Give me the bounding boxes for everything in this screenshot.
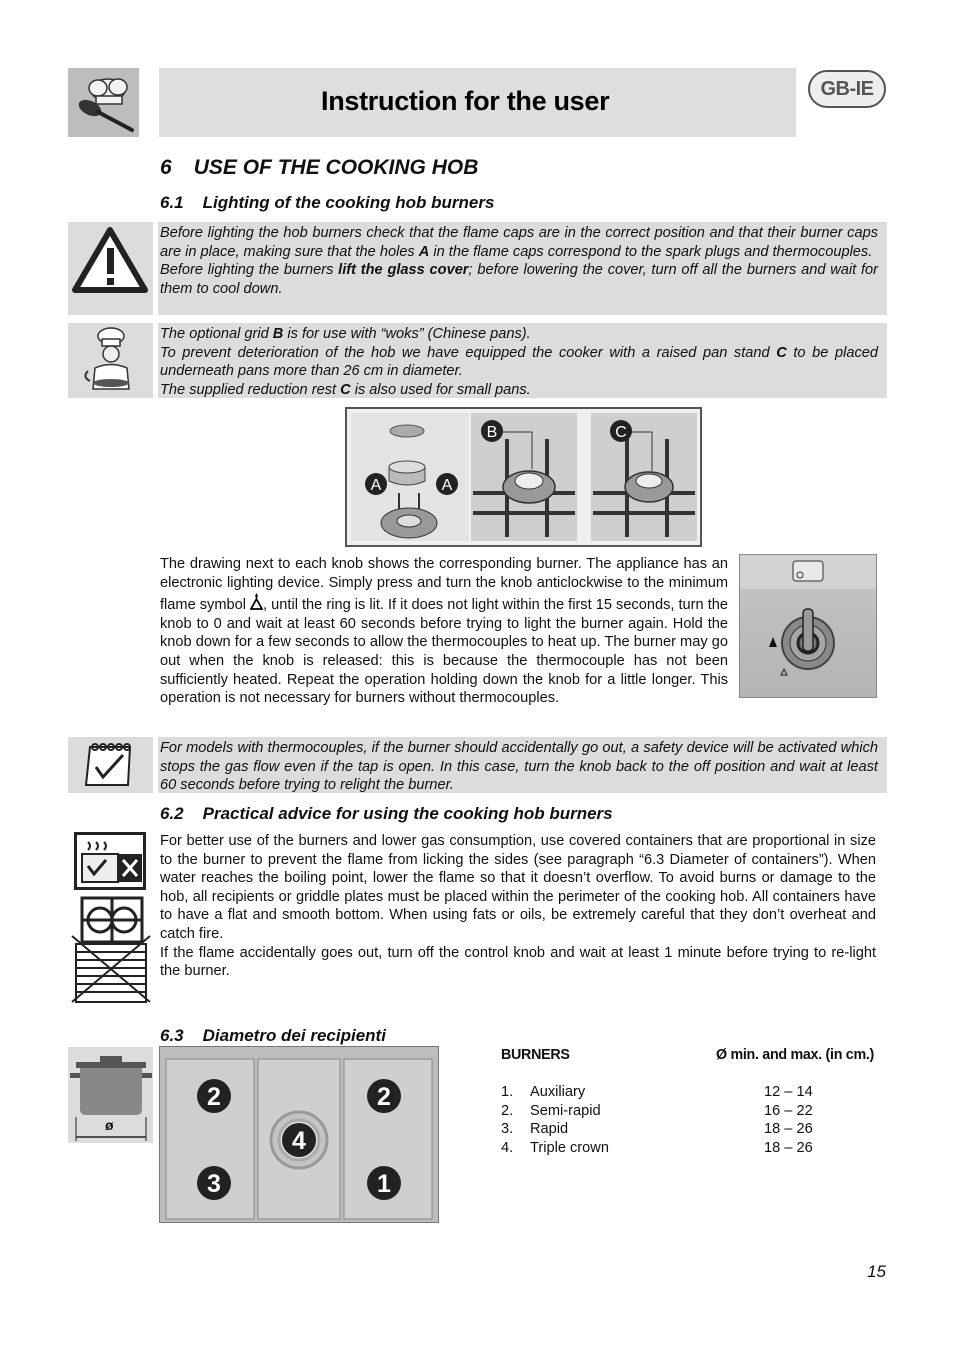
warning-icon-box [68, 222, 153, 315]
row-number: 1. [501, 1084, 514, 1100]
hob-top-illustration [159, 1046, 439, 1223]
note-icon-box [68, 737, 153, 793]
note-paragraph: For models with thermocouples, if the burner should accidentally go out, a safety device will be activated which stops the gas flow even if the tap is open. In this case, turn the knob back to the off position and wait at least 60 seconds before trying to relight the burner. [160, 740, 878, 794]
note-text-box [158, 737, 887, 793]
text-run: in the flame caps correspond to the spark plugs and thermocouples. [429, 243, 873, 260]
hob-grid-icon-box [70, 896, 152, 1006]
hob-grid-crossed-icon [70, 896, 152, 1006]
warning-triangle-icon [68, 222, 153, 315]
subsection-title: Practical advice for using the cooking hob burners [202, 804, 613, 823]
table-row [501, 1140, 876, 1159]
label-b: B [486, 424, 498, 441]
warning-paragraph-2 [160, 261, 878, 298]
table-header-diameter: Ø min. and max. (in cm.) [715, 1047, 874, 1063]
warning-paragraph-1 [160, 224, 878, 261]
row-diameter-range: 12 – 14 [764, 1084, 813, 1100]
practical-advice-text [160, 832, 876, 981]
subsection-heading-6-3 [160, 1026, 386, 1046]
text-run: Before lighting the hob burners check that the flame caps are in the correct position and that their burner caps are in place, making sure that the holes [160, 225, 878, 260]
chef-tip-line-1 [160, 325, 878, 344]
table-row [501, 1084, 876, 1103]
subsection-title: Lighting of the cooking hob burners [202, 193, 495, 212]
text-run: To prevent deterioration of the hob we have equipped the cooker with a raised pan stand [160, 344, 777, 361]
label-a-left: A [370, 477, 382, 494]
label-a-right: A [441, 477, 453, 494]
page-title: Instruction for the user [321, 86, 610, 116]
bold-run: C [340, 381, 351, 398]
row-burner-name: Triple crown [530, 1139, 609, 1156]
hob-burner-number: 1 [377, 1170, 391, 1198]
chef-icon [68, 323, 153, 398]
burner-rows [501, 1084, 876, 1158]
row-burner-name: Rapid [530, 1121, 569, 1138]
hob-burner-number: 3 [207, 1170, 221, 1198]
bold-run: A [418, 243, 430, 260]
text-run: ; before lowering the cover, turn off all the burners and wait for them to cool down. [160, 262, 878, 297]
text-run: The optional grid [160, 326, 273, 342]
page-number: 15 [867, 1262, 886, 1281]
language-badge [808, 70, 886, 108]
text-run: is for use with “woks” (Chinese pans). [283, 326, 531, 342]
chef-tip-line-3 [160, 381, 878, 400]
warning-text-box [158, 222, 887, 315]
text-run: The supplied reduction rest [160, 381, 341, 398]
bold-run: C [776, 344, 787, 361]
row-diameter-range: 18 – 26 [764, 1139, 813, 1156]
row-burner-name: Semi-rapid [530, 1102, 601, 1119]
chef-tip-line-2 [160, 344, 878, 381]
hob-burner-number: 2 [207, 1083, 221, 1111]
hob-burner-number: 4 [292, 1127, 306, 1155]
table-row [501, 1103, 876, 1122]
practical-advice-paragraph-2: If the flame accidentally goes out, turn off the control knob and wait at least 1 minute before trying to re-light the burner. [160, 944, 876, 980]
subsection-heading-6-1 [160, 193, 494, 213]
burner-figure [345, 407, 702, 547]
text-run: , until the ring is lit. If it does not light within the first 15 seconds, turn the knob to 0 and wait at least 60 seconds before trying to light the burner again. Hold the knob down for a few seconds to allow the thermocouples to heat up. The burner may go out when the knob is released: this is because the thermocouple has not been sufficiently heated. Repeat the operation holding down the knob for a little longer. This operation is not necessary for burners without thermocouples. [160, 597, 728, 707]
row-number: 2. [501, 1102, 514, 1119]
notepad-icon [68, 737, 153, 793]
hob-burner-number: 2 [377, 1083, 391, 1111]
burner-diameter-table [501, 1047, 876, 1158]
row-diameter-range: 16 – 22 [764, 1102, 813, 1119]
chef-tips-text-box [158, 323, 887, 398]
language-badge-label: GB-IE [820, 78, 874, 100]
practical-advice-paragraph-1: For better use of the burners and lower gas consumption, use covered containers that are proportional in size to the burner to prevent the flame from licking the sides (see paragraph “6.3 Diameter of containers”). When water reaches the boiling point, lower the flame so that it doesn’t overflow. To avoid burns or damage to the hob, all recipients or griddle plates must be placed within the perimeter of the cooking hob. All containers have to have a flat and smooth bottom. When using fats or oils, be extremely careful that they don’t overheat and catch fire. [160, 833, 876, 942]
table-header-burners: BURNERS [501, 1047, 570, 1063]
label-c: C [615, 424, 627, 441]
covered-pot-icon [74, 832, 146, 890]
row-number: 3. [501, 1121, 514, 1138]
row-diameter-range: 18 – 26 [764, 1121, 813, 1138]
text-run: Before lighting the burners [160, 262, 339, 279]
title-bar [159, 68, 796, 137]
text-run: to be placed underneath pans more than 26 cm in diameter. [160, 344, 878, 380]
section-title: USE OF THE COOKING HOB [193, 156, 479, 179]
row-burner-name: Auxiliary [530, 1084, 586, 1100]
subsection-number: 6.1 [160, 193, 184, 212]
min-flame-icon [250, 592, 263, 610]
chef-spoon-icon [68, 68, 139, 137]
subsection-number: 6.3 [160, 1026, 184, 1045]
chef-logo [68, 68, 139, 137]
chef-icon-box [68, 323, 153, 398]
burner-parts-illustration [347, 409, 700, 545]
knob-instructions [160, 555, 728, 708]
pot-diameter-label: ø [105, 1117, 114, 1133]
section-number: 6 [160, 156, 172, 179]
covered-pot-icon-box [74, 832, 146, 890]
row-number: 4. [501, 1139, 514, 1156]
subsection-title: Diametro dei recipienti [202, 1026, 386, 1045]
section-heading [160, 156, 478, 180]
control-knob-icon [740, 555, 876, 697]
bold-run: B [272, 326, 284, 342]
pot-diameter-icon-box [68, 1047, 153, 1143]
text-run: is also used for small pans. [350, 381, 531, 398]
subsection-heading-6-2 [160, 804, 613, 824]
text-run: The drawing next to each knob shows the corresponding burner. The appliance has an electronic lighting device. Simply press and turn the knob anticlockwise to the minimum flame symbol [160, 556, 728, 614]
table-header [501, 1047, 876, 1065]
bold-run: lift the glass cover [338, 262, 469, 279]
table-row [501, 1121, 876, 1140]
hob-layout-icon [160, 1047, 438, 1222]
knob-illustration [739, 554, 877, 698]
subsection-number: 6.2 [160, 804, 184, 823]
